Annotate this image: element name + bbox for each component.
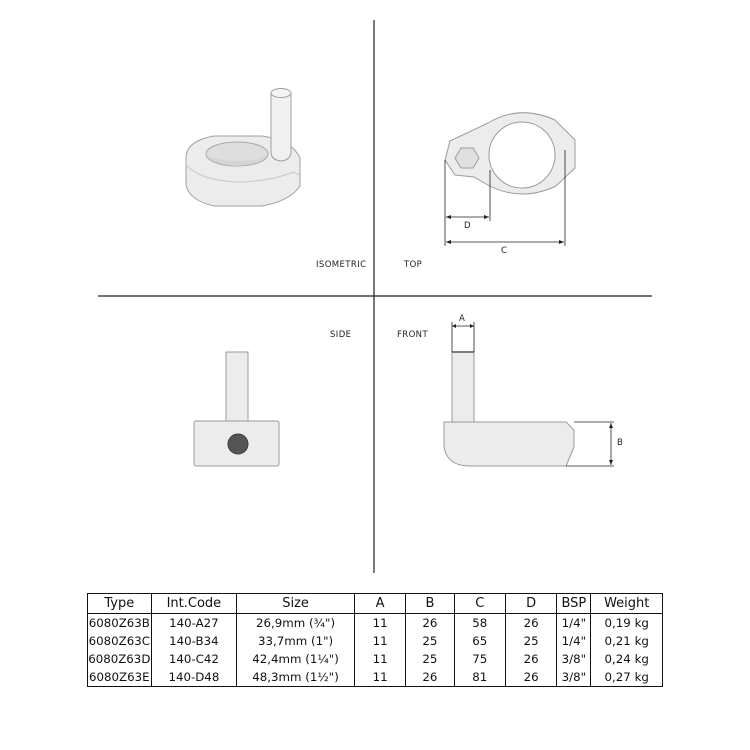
cell-type: 6080Z63B [88, 614, 152, 633]
cell-weight: 0,21 kg [591, 632, 663, 650]
header-c: C [454, 594, 505, 614]
cell-c: 75 [454, 650, 505, 668]
cell-type: 6080Z63D [88, 650, 152, 668]
cell-weight: 0,19 kg [591, 614, 663, 633]
header-bsp: BSP [557, 594, 591, 614]
cell-int-code: 140-B34 [151, 632, 237, 650]
cell-b: 25 [406, 650, 454, 668]
cell-weight: 0,24 kg [591, 650, 663, 668]
cell-size: 42,4mm (1¼") [237, 650, 355, 668]
cell-bsp: 3/8" [557, 650, 591, 668]
cell-bsp: 1/4" [557, 614, 591, 633]
cell-b: 26 [406, 614, 454, 633]
dimension-a-label: A [459, 314, 466, 324]
top-label: TOP [404, 260, 423, 270]
cell-d: 26 [505, 614, 556, 633]
table-row [88, 668, 663, 687]
header-size: Size [237, 594, 355, 614]
cell-type: 6080Z63C [88, 632, 152, 650]
front-label: FRONT [397, 330, 429, 340]
header-type: Type [88, 594, 152, 614]
side-view [194, 352, 279, 466]
table-row [88, 614, 663, 633]
cell-bsp: 3/8" [557, 668, 591, 687]
cell-a: 11 [354, 614, 405, 633]
header-int-code: Int.Code [151, 594, 237, 614]
cell-weight: 0,27 kg [591, 668, 663, 687]
cell-int-code: 140-A27 [151, 614, 237, 633]
dimension-d-label: D [464, 221, 471, 231]
cell-int-code: 140-D48 [151, 668, 237, 687]
cell-int-code: 140-C42 [151, 650, 237, 668]
cell-size: 33,7mm (1") [237, 632, 355, 650]
cell-size: 48,3mm (1½") [237, 668, 355, 687]
cell-d: 25 [505, 632, 556, 650]
cell-a: 11 [354, 650, 405, 668]
cell-c: 65 [454, 632, 505, 650]
table-row [88, 650, 663, 668]
specification-table [87, 593, 663, 687]
cell-type: 6080Z63E [88, 668, 152, 687]
header-a: A [354, 594, 405, 614]
header-weight: Weight [591, 594, 663, 614]
isometric-view [186, 89, 300, 207]
table-header-row [88, 594, 663, 614]
cell-d: 26 [505, 650, 556, 668]
side-label: SIDE [330, 330, 352, 340]
cell-c: 81 [454, 668, 505, 687]
cell-c: 58 [454, 614, 505, 633]
isometric-label: ISOMETRIC [316, 260, 367, 270]
bsp-thread-hole [228, 434, 248, 454]
cell-a: 11 [354, 668, 405, 687]
cell-a: 11 [354, 632, 405, 650]
dimension-b-label: B [617, 438, 624, 448]
cell-size: 26,9mm (¾") [237, 614, 355, 633]
cell-b: 25 [406, 632, 454, 650]
header-d: D [505, 594, 556, 614]
cell-b: 26 [406, 668, 454, 687]
cell-d: 26 [505, 668, 556, 687]
dimension-c-label: C [501, 246, 508, 256]
cell-bsp: 1/4" [557, 632, 591, 650]
header-b: B [406, 594, 454, 614]
front-view [444, 322, 614, 466]
table-row [88, 632, 663, 650]
